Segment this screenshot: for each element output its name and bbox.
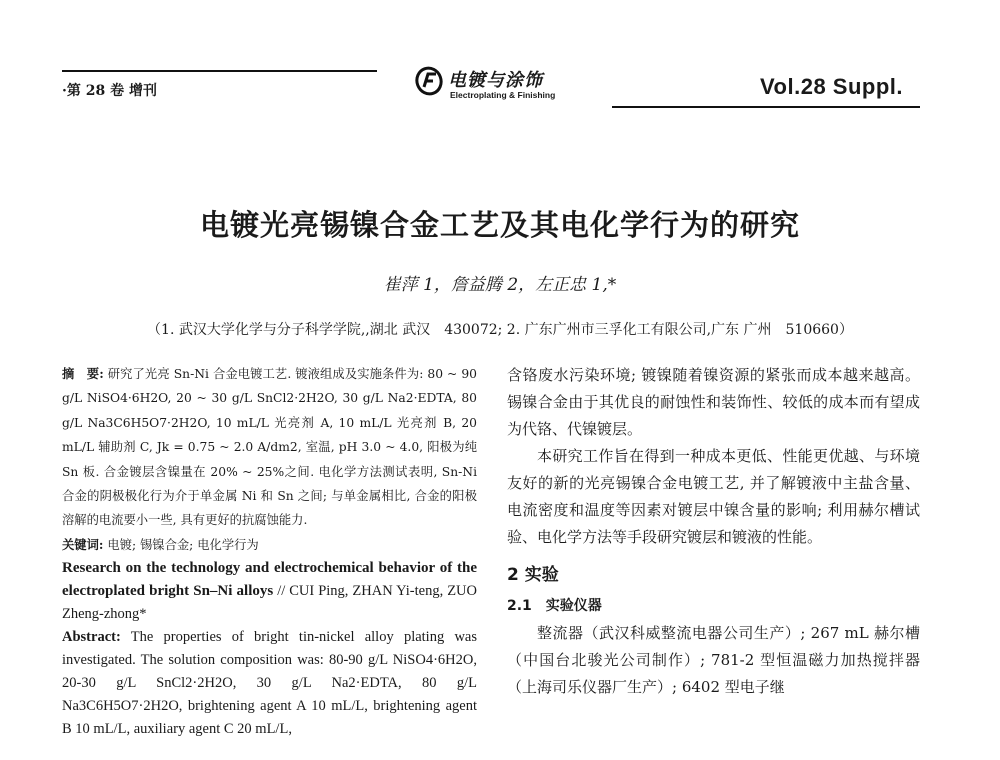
right-column (507, 362, 920, 701)
volume-label: Vol.28 Suppl. (760, 74, 904, 99)
english-authors: // CUI Ping, ZHAN Yi-teng, ZUO Zheng-zhong* (62, 583, 478, 623)
abstract-en (62, 626, 477, 741)
article-affiliations: （1. 武汉大学化学与分子科学学院,,湖北 武汉 430072; 2. 广东广州市三孚化工有限公司,广东 广州 510660） (147, 322, 853, 338)
abstract-cn (62, 362, 477, 533)
abstract-label: 摘 要: (62, 366, 104, 381)
journal-logo (414, 66, 614, 106)
keywords-cn (62, 533, 477, 557)
abstract-en-label: Abstract: (62, 629, 121, 646)
header-rule-left (62, 70, 377, 72)
paragraph-2: 本研究工作旨在得到一种成本更低、性能更优越、与环境友好的新的光亮锡镍合金电镀工艺, 并了解镀液中主盐含量、电流密度和温度等因素对镀层中镍含量的影响; 利用赫尔槽试验、电化学方法等手段研究镀层和镀液的性能。 (507, 447, 920, 546)
abstract-en-text: The properties of bright tin-nickel alloy plating was investigated. The solution composition was: 80-90 g/L NiSO4·6H2O, 20-30 g/L SnCl2·2H2O, 30 g/L Na2·EDTA, 80 g/L Na3C6H5O7·2H2O, brightening agent A 10 mL/L, brightening agent B 10 mL/L, auxiliary agent C 20 mL/L, (62, 629, 477, 738)
paragraph-3: 整流器（武汉科威整流电器公司生产）; 267 mL 赫尔槽（中国台北骏光公司制作）; 781-2 型恒温磁力加热搅拌器（上海司乐仪器厂生产）; 6402 型电子继 (507, 624, 920, 696)
header-rule-right (612, 106, 920, 108)
section-heading: 2 实验 (507, 565, 559, 585)
article-title: 电镀光亮锡镍合金工艺及其电化学行为的研究 (199, 208, 800, 242)
paragraph-1: 含铬废水污染环境; 镀镍随着镍资源的紧张而成本越来越高。锡镍合金由于其优良的耐蚀性和装饰性、较低的成本而有望成为代铬、代镍镀层。 (507, 366, 920, 438)
keywords-label: 关键词: (62, 536, 104, 552)
left-column (62, 362, 477, 741)
issue-label: ·第 28 卷 增刊 (62, 83, 157, 99)
article-authors: 崔萍 1，詹益腾 2，左正忠 1,* (383, 275, 617, 295)
english-title-block (62, 557, 477, 626)
subsection-heading: 2.1 实验仪器 (507, 598, 602, 614)
keywords-text: 电镀; 锡镍合金; 电化学行为 (103, 537, 259, 552)
journal-name-cn: 电镀与涂饰 (448, 70, 543, 91)
english-title: Research on the technology and electrochemical behavior of the electroplated bright Sn–Ni alloys (62, 560, 477, 600)
journal-name-en: Electroplating & Finishing (450, 90, 556, 100)
journal-logo-icon (414, 66, 444, 96)
abstract-text: 研究了光亮 Sn-Ni 合金电镀工艺. 镀液组成及实施条件为: 80 ~ 90 g/L NiSO4·6H2O, 20 ~ 30 g/L SnCl2·2H2O, 30 g/L Na2·EDTA, 80 g/L Na3C6H5O7·2H2O, 10 mL/L 光亮剂 A, 10 mL/L 光亮剂 B, 20 mL/L 辅助剂 C, Jk = 0.75 ~ 2.0 A/dm2, 室温, pH 3.0 ~ 4.0, 阳极为纯 Sn 板. 合金镀层含镍量在 20% ~ 25%之间. 电化学方法测试表明, Sn-Ni 合金的阴极极化行为介于单金属 Ni 和 Sn 之间; 与单金属相比, 合金的阳极溶解的电流要小一些, 具有更好的抗腐蚀能力. (62, 367, 477, 528)
